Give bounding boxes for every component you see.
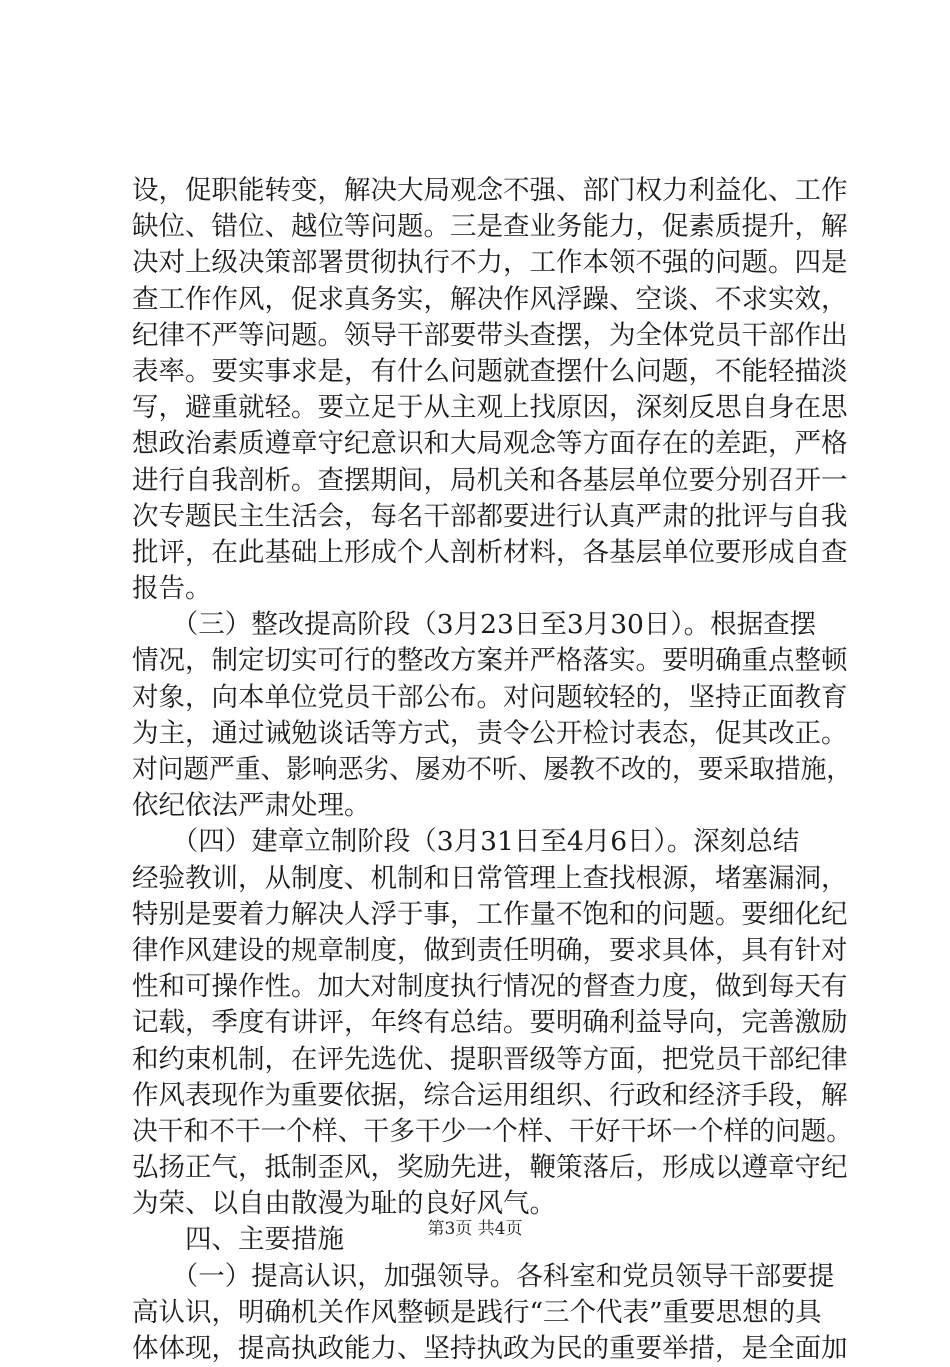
- text-line: 性和可操作性。加大对制度执行情况的督查力度，做到每天有: [132, 971, 848, 1003]
- text-line: 缺位、错位、越位等问题。三是查业务能力，促素质提升，解: [132, 211, 848, 243]
- text-line: （三）整改提高阶段（3月23日至3月30日）。根据查摆: [132, 609, 817, 641]
- text-line: 高认识，明确机关作风整顿是践行“三个代表”重要思想的具: [132, 1296, 822, 1328]
- text-line: 和约束机制，在评先选优、提职晋级等方面，把党员干部纪律: [132, 1043, 848, 1075]
- text-line: 作风表现作为重要依据，综合运用组织、行政和经济手段，解: [132, 1079, 848, 1111]
- text-line: 决干和不干一个样、干多干少一个样、干好干坏一个样的问题。: [132, 1115, 852, 1147]
- text-line: 为荣、以自由散漫为耻的良好风气。: [132, 1188, 556, 1220]
- text-line: 写，避重就轻。要立足于从主观上找原因，深刻反思自身在思: [132, 392, 848, 424]
- text-line: 特别是要着力解决人浮于事，工作量不饱和的问题。要细化纪: [132, 898, 848, 930]
- text-line: （四）建章立制阶段（3月31日至4月6日）。深刻总结: [132, 826, 800, 858]
- text-line: 批评，在此基础上形成个人剖析材料，各基层单位要形成自查: [132, 536, 848, 568]
- text-line: 报告。: [132, 573, 212, 605]
- text-line: 次专题民主生活会，每名干部都要进行认真严肃的批评与自我: [132, 500, 848, 532]
- text-line: 对问题严重、影响恶劣、屡劝不听、屡教不改的，要采取措施，: [132, 754, 852, 785]
- text-line: 弘扬正气，抵制歪风，奖励先进，鞭策落后，形成以遵章守纪: [132, 1152, 848, 1184]
- text-line: （一）提高认识，加强领导。各科室和党员领导干部要提: [132, 1260, 835, 1292]
- text-line: 决对上级决策部署贯彻执行不力，工作本领不强的问题。四是: [132, 247, 848, 279]
- text-line: 想政治素质遵章守纪意识和大局观念等方面存在的差距，严格: [132, 428, 848, 460]
- text-line: 纪律不严等问题。领导干部要带头查摆，为全体党员干部作出: [132, 319, 848, 351]
- text-line: 为主，通过诫勉谈话等方式，责令公开检讨表态，促其改正。: [132, 717, 848, 749]
- text-line: 表率。要实事求是，有什么问题就查摆什么问题，不能轻描淡: [132, 355, 848, 387]
- text-line: 设，促职能转变，解决大局观念不强、部门权力利益化、工作: [132, 175, 848, 206]
- text-line: 体体现，提高执政能力、坚持执政为民的重要举措，是全面加: [132, 1333, 848, 1364]
- text-line: 对象，向本单位党员干部公布。对问题较轻的，坚持正面教育: [132, 681, 848, 713]
- text-line: 记载，季度有讲评，年终有总结。要明确利益导向，完善激励: [132, 1007, 848, 1039]
- text-line: 查工作作风，促求真务实，解决作风浮躁、空谈、不求实效，: [132, 283, 848, 315]
- text-line: 四、主要措施: [132, 1224, 344, 1256]
- text-line: 律作风建设的规章制度，做到责任明确，要求具体，具有针对: [132, 934, 848, 966]
- page-footer: 第3页 共4页: [427, 1219, 523, 1239]
- document-body: [132, 173, 852, 1367]
- text-line: 进行自我剖析。查摆期间，局机关和各基层单位要分别召开一: [132, 464, 848, 496]
- text-line: 经验教训，从制度、机制和日常管理上查找根源，堵塞漏洞，: [132, 862, 848, 894]
- text-line: 情况，制定切实可行的整改方案并严格落实。要明确重点整顿: [132, 645, 848, 677]
- text-line: 依纪依法严肃处理。: [132, 790, 371, 822]
